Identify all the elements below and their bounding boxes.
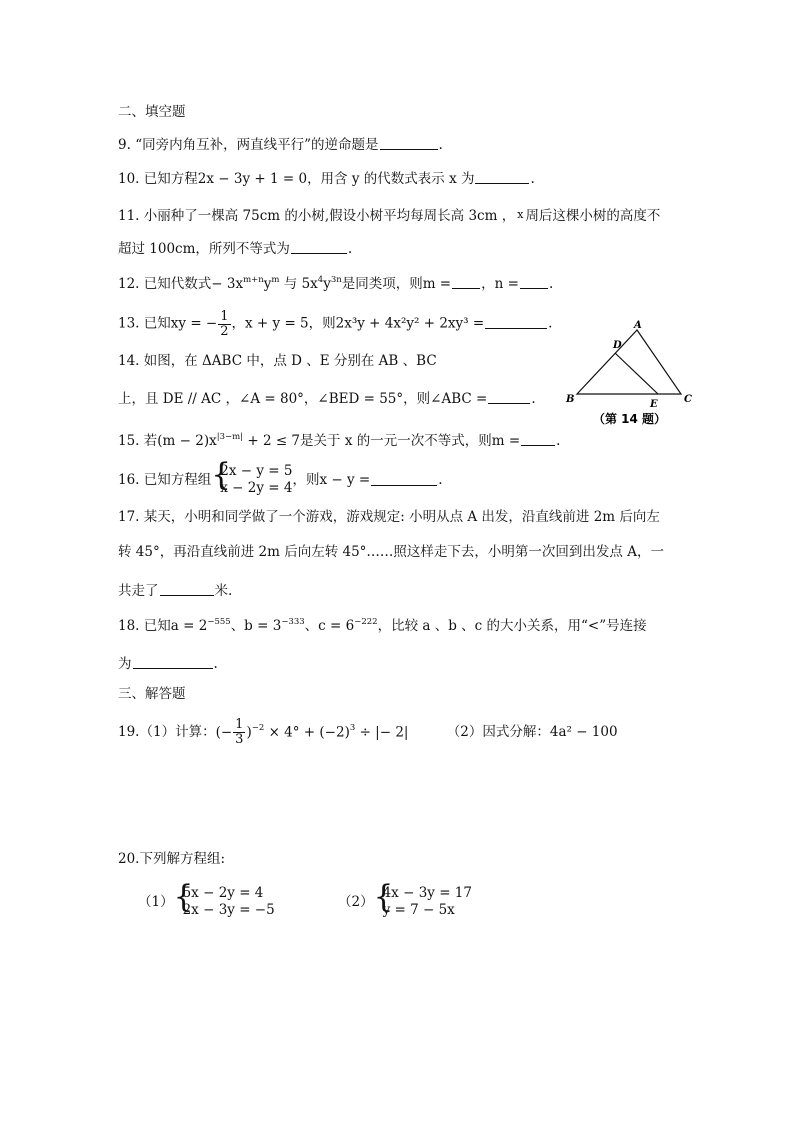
section-title-solve: 三、解答题 — [118, 686, 186, 702]
q16-number: 16. — [118, 471, 140, 488]
q15-pre: 若 — [143, 433, 158, 449]
q10-equation: 2x − 3y + 1 = 0 — [197, 171, 308, 187]
q13-answer-blank[interactable] — [485, 316, 547, 329]
q14-answer-blank[interactable] — [488, 391, 530, 404]
q12-n-blank[interactable] — [520, 276, 548, 289]
q18-values: $a = 2^{-555}$、$b = 3^{-333}$、$c = 6^{-222}$ — [170, 617, 378, 634]
q13-number: 13. — [118, 315, 140, 332]
q13-mid: ，则 — [308, 315, 336, 332]
label-d: D — [613, 340, 622, 351]
q13-fraction: $\frac{1}{2}$ — [220, 309, 229, 339]
q9-number: 9. — [118, 137, 131, 153]
question-19 — [118, 718, 618, 746]
q15-expression: $(m - 2)x^{|3-m|} + 2 \le 7$ — [157, 432, 301, 449]
question-18 — [118, 617, 647, 634]
q12-mid: 是同类项，则 — [341, 276, 423, 292]
q15-number: 15. — [118, 433, 140, 449]
q16-expression: x − y = — [319, 471, 371, 488]
q17-line3: 共走了 — [118, 583, 159, 599]
q12-m-label: m = — [422, 276, 452, 292]
q19-part2-expression: 4a² − 100 — [549, 724, 618, 741]
q12-and: 与 — [283, 276, 298, 292]
q11-answer-blank[interactable] — [291, 241, 347, 254]
q13-cond2: ，x + y = 5 — [231, 315, 309, 332]
label-e: E — [650, 399, 658, 410]
q13-xy: xy = − — [170, 315, 218, 332]
q10-number: 10. — [118, 171, 140, 187]
q10-pre: 已知方程 — [143, 171, 198, 187]
section-title-fill-blank: 二、填空题 — [118, 104, 186, 120]
question-9 — [118, 137, 443, 153]
q12-monomial-2: $5x^4y^{3n}$ — [301, 275, 342, 292]
q16-pre: 已知方程组 — [143, 471, 212, 488]
q15-end: . — [556, 433, 561, 449]
question-14-line1: 14. 如图，在 ΔABC 中，点 D 、E 分别在 AB 、BC — [118, 353, 437, 369]
q11-line1: 11. 小丽种了一棵高 75cm 的小树,假设小树平均每周长高 3cm ， — [118, 208, 516, 224]
q14-end: . — [531, 391, 536, 407]
q9-end: . — [438, 137, 443, 153]
q16-answer-blank[interactable] — [371, 473, 437, 486]
q9-answer-blank[interactable] — [380, 137, 438, 150]
q15-m-label: m = — [491, 433, 521, 449]
q16-post: ，则 — [292, 471, 320, 488]
q20-part2-system: { 4x − 3y = 17 y = 7 − 5x — [373, 879, 472, 918]
question-11-line1 — [118, 209, 660, 224]
question-17-line1: 17. 某天，小明和同学做了一个游戏，游戏规定: 小明从点 A 出发，沿直线前进 2m 后向左 — [118, 509, 660, 525]
q12-m-blank[interactable] — [452, 276, 480, 289]
q10-answer-blank[interactable] — [475, 171, 529, 184]
q12-number: 12. — [118, 276, 140, 292]
q20-part2-label: （2） — [338, 893, 374, 910]
segment-de — [615, 353, 658, 394]
label-c: C — [684, 394, 692, 405]
q12-sep: ， — [481, 276, 495, 292]
q16-equation-system: { 2x − y = 5 x − 2y = 4 — [211, 457, 293, 496]
q18-line2: 为 — [118, 656, 132, 672]
q19-part1-label: （1）计算： — [139, 724, 216, 741]
q20-part1-system: { 5x − 2y = 4 2x − 3y = −5 — [173, 879, 275, 918]
question-12 — [118, 276, 553, 292]
q12-end: . — [548, 276, 554, 292]
q11-line1b: 周后这棵小树的高度不 — [525, 208, 661, 224]
question-17-line2: 转 45°，再沿直线前进 2m 后向左转 45°……照这样走下去，小明第一次回到出发点 A，一 — [118, 544, 664, 560]
q9-text: “同旁内角互补，两直线平行”的逆命题是 — [135, 137, 379, 153]
q15-answer-blank[interactable] — [521, 433, 555, 446]
question-13 — [118, 310, 552, 338]
q11-end: . — [347, 241, 353, 257]
figure-14-caption: （第 14 题） — [593, 412, 667, 426]
q19-fraction: $\frac{1}{3}$ — [235, 717, 244, 747]
q17-answer-blank[interactable] — [160, 583, 214, 596]
q16-end: . — [438, 471, 443, 488]
q13-expression: 2x³y + 4x²y² + 2xy³ = — [335, 315, 485, 332]
question-15 — [118, 433, 560, 449]
q18-answer-blank[interactable] — [133, 656, 213, 669]
q13-end: . — [548, 315, 553, 332]
q12-monomial-1: − $3x^{m+n}y^m$ — [211, 275, 280, 292]
question-18-line2 — [118, 656, 218, 672]
q18-number: 18. — [118, 618, 140, 634]
question-20-part2 — [338, 879, 472, 919]
triangle-abc — [577, 330, 681, 394]
q19-part2-label: （2）因式分解： — [446, 724, 550, 741]
q14-line2: 上，且 DE // AC ，∠A = 80°，∠BED = 55°，则∠ABC = — [118, 391, 488, 407]
q17-end: 米. — [214, 583, 233, 599]
q12-n-label: n = — [494, 276, 519, 292]
q18-end: . — [213, 656, 218, 672]
question-10 — [118, 171, 535, 187]
label-a: A — [634, 320, 642, 331]
q10-post: ，用含 y 的代数式表示 x 为 — [307, 171, 475, 187]
q19-part1-expression: (− $\frac{1}{3}$ )$^{-2} \times 4^\circ + (-2)^3$ ÷ |− 2| — [215, 717, 409, 747]
q11-line2: 超过 100cm，所列不等式为 — [118, 241, 290, 257]
q10-end: . — [530, 171, 535, 187]
q12-pre: 已知代数式 — [143, 276, 212, 292]
q18-pre: 已知 — [143, 618, 171, 634]
q18-post: ，比较 a 、b 、c 的大小关系，用“<”号连接 — [377, 618, 647, 634]
label-b: B — [566, 394, 575, 405]
q13-pre: 已知 — [143, 315, 171, 332]
q19-number: 19. — [118, 724, 140, 741]
figure-14-triangle — [563, 316, 703, 431]
q20-part1-label: （1） — [138, 893, 174, 910]
question-17-line3 — [118, 583, 232, 599]
question-14-line2 — [118, 391, 536, 407]
q15-post: 是关于 x 的一元一次不等式，则 — [300, 433, 492, 449]
question-20-part1 — [138, 879, 275, 919]
question-16 — [118, 457, 443, 497]
question-11-line2 — [118, 241, 352, 257]
question-20-title: 20.下列解方程组: — [118, 851, 226, 867]
q11-variable: x — [517, 208, 524, 221]
